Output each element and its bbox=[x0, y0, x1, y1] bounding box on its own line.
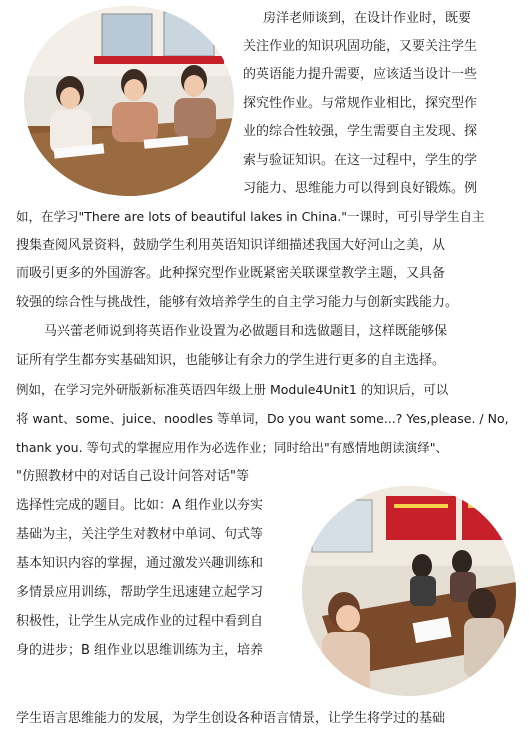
teachers-meeting-photo bbox=[24, 6, 234, 196]
text-line: 基本知识内容的掌握，通过激发兴趣训练和 bbox=[16, 556, 264, 571]
text-line: 习能力、思维能力可以得到良好锻炼。例 bbox=[243, 181, 478, 196]
text-line: 较强的综合性与挑战性，能够有效培养学生的自主学习能力与创新实践能力。 bbox=[16, 295, 459, 310]
text-line: 关注作业的知识巩固功能，又要关注学生 bbox=[243, 39, 478, 54]
text-line: 例如，在学习完外研版新标准英语四年级上册 Module4Unit1 的知识后，可以 bbox=[16, 382, 449, 397]
text-line: "仿照教材中的对话自己设计问答对话"等 bbox=[16, 469, 249, 484]
text-line: 的英语能力提升需要，应该适当设计一些 bbox=[243, 67, 478, 82]
text-line: 房洋老师谈到，在设计作业时，既要 bbox=[263, 11, 472, 26]
text-line: 多情景应用训练，帮助学生迅速建立起学习 bbox=[16, 585, 264, 600]
text-line: 探究性作业。与常规作业相比，探究型作 bbox=[243, 96, 478, 111]
text-line: 积极性，让学生从完成作业的过程中看到自 bbox=[16, 614, 264, 629]
text-line: 身的进步；B 组作业以思维训练为主，培养 bbox=[16, 643, 264, 658]
text-line: 搜集查阅风景资料，鼓励学生利用英语知识详细描述我国大好河山之美，从 bbox=[16, 238, 446, 253]
text-line: 选择性完成的题目。比如：A 组作业以夯实 bbox=[16, 498, 264, 513]
text-line: 而吸引更多的外国游客。此种探究型作业既紧密关联课堂教学主题，又具备 bbox=[16, 266, 446, 281]
classroom-photo bbox=[302, 486, 516, 696]
text-line: thank you. 等句式的掌握应用作为必选作业；同时给出"有感情地朗读演绎"、 bbox=[16, 440, 449, 455]
text-line: 将 want、some、juice、noodles 等单词，Do you want some...? Yes,please. / No, bbox=[16, 411, 509, 426]
text-line: 如，在学习"There are lots of beautiful lakes in China."一课时，可引导学生自主 bbox=[16, 209, 485, 224]
text-line: 索与验证知识。在这一过程中，学生的学 bbox=[243, 153, 478, 168]
text-line: 马兴蕾老师说到将英语作业设置为必做题目和选做题目，这样既能够保 bbox=[44, 324, 448, 339]
text-line: 基础为主，关注学生对教材中单词、句式等 bbox=[16, 527, 264, 542]
text-line: 业的综合性较强，学生需要自主发现、探 bbox=[243, 124, 478, 139]
text-line: 学生语言思维能力的发展，为学生创设各种语言情景，让学生将学过的基础 bbox=[16, 711, 446, 726]
text-line: 证所有学生都夯实基础知识，也能够让有余力的学生进行更多的自主选择。 bbox=[16, 353, 446, 368]
